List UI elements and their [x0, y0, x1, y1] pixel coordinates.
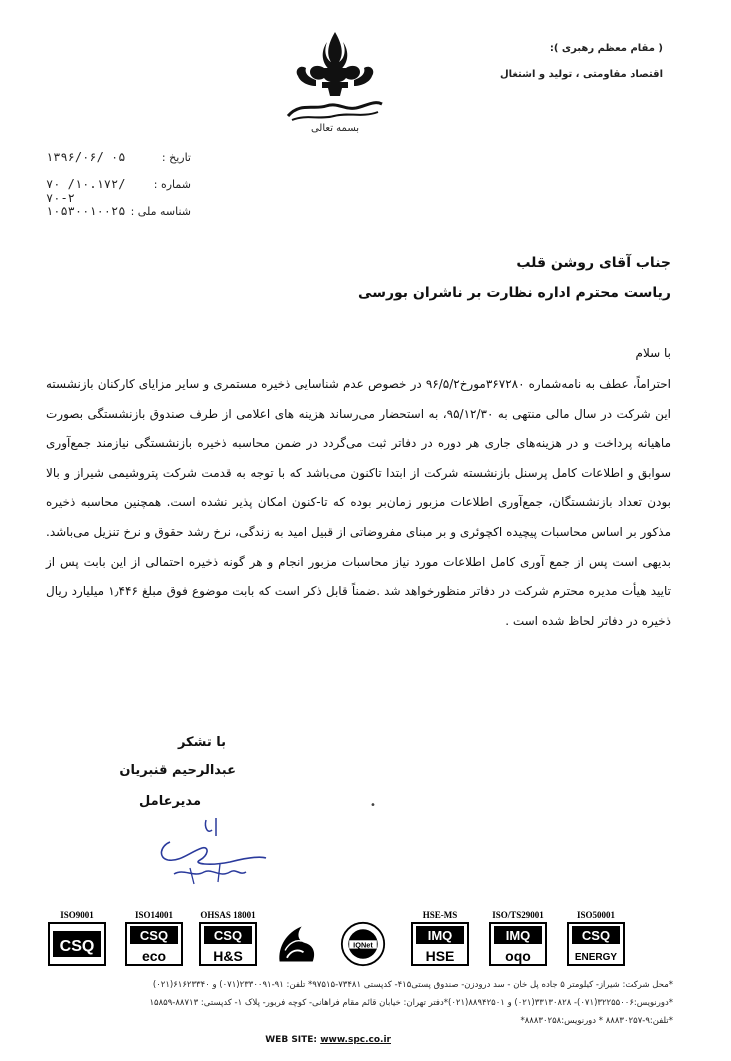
csq-energy-logo-icon: [566, 921, 626, 967]
svg-text:HSE: HSE: [425, 948, 455, 964]
footer-address-line-1: *محل شرکت: شیراز- کیلومتر ۵ جاده پل خان - سد درودزن- صندوق پستی۴۱۵- کدپستی ۷۳۴۸۱-۹۷۵۱۵* تلفن: ۹۱-۲۳۳۰۰۹۱(۰۷۱) و ۶۱۶۲۳۳۴۰(۰۲۱): [152, 980, 673, 990]
national-id-label: شناسه ملی :: [130, 205, 191, 218]
website-link[interactable]: www.spc.co.ir: [320, 1035, 391, 1045]
addressee-name: جناب آقای روشن قلب: [516, 255, 671, 271]
ink-mark: •: [370, 800, 376, 811]
svg-text:ENERGY: ENERGY: [574, 952, 618, 963]
slogan: [463, 36, 663, 88]
date-value: ۱۳۹۶/۰۶/ ۰۵: [46, 150, 126, 164]
cert-caption: ISO/TS29001: [492, 910, 544, 920]
svg-text:H&S: H&S: [213, 948, 243, 964]
signer-title: مدیرعامل: [139, 794, 201, 809]
cert-iso50001: [566, 910, 626, 971]
footer-website: [265, 1035, 391, 1045]
svg-text:eco: eco: [141, 948, 167, 964]
cert-iso9001: [47, 910, 107, 971]
cert-caption: HSE-MS: [422, 910, 458, 920]
website-label: WEB SITE:: [265, 1035, 318, 1045]
cert-iso-ts29001: [488, 910, 548, 971]
cert-ohsas18001: [198, 910, 258, 971]
flame-logo-icon: [270, 30, 400, 125]
svg-text:CSQ: CSQ: [213, 928, 243, 943]
svg-text:CSQ: CSQ: [59, 938, 95, 955]
national-id-value: ۱۰۵۳۰۰۱۰۰۲۵: [46, 204, 126, 218]
handwritten-signature: [150, 812, 270, 892]
cert-caption: [330, 910, 396, 921]
closing-thanks: با تشکر: [177, 735, 226, 750]
addressee-title: ریاست محترم اداره نظارت بر ناشران بورسی: [358, 285, 671, 301]
bird-emblem-icon: [268, 921, 328, 967]
svg-text:IMQ: IMQ: [505, 928, 531, 943]
cert-caption: ISO9001: [60, 910, 94, 920]
imq-hse-logo-icon: [410, 921, 470, 967]
csq-eco-logo-icon: [124, 921, 184, 967]
cert-hse-ms: [410, 910, 470, 971]
date-label: تاریخ :: [161, 151, 191, 164]
cert-iso14001: [124, 910, 184, 971]
cert-bird-emblem: [268, 910, 328, 971]
signer-name: عبدالرحیم قنبریان: [119, 763, 236, 778]
footer-address-line-2: *دورنویس:۳۲۲۵۵۰۰۶(۰۷۱)- ۳۳۱۳۰۸۲۸(۰۲۱) و ۸۸۹۴۲۵۰۱(۰۲۱)*دفتر تهران: خیابان قائم مقام فراهانی- کوچه فربور- پلاک ۱- کدپستی: ۸۸۷۱۳-۱۵۸۵۹: [149, 998, 673, 1008]
slogan-line-1: ( مقام معظم رهبری ):: [549, 43, 663, 54]
number-label: شماره :: [153, 178, 191, 191]
iqnet-seal-icon: [330, 921, 396, 967]
footer-phone-line: *تلفن:۹-۸۸۸۳۰۲۵۷ * دورنویس:۸۸۸۳۰۲۵۸*: [520, 1016, 673, 1026]
csq-logo-icon: [47, 921, 107, 967]
imq-oqo-logo-icon: [488, 921, 548, 967]
svg-text:CSQ: CSQ: [581, 928, 611, 943]
number-value: ۷۰ /۱۰.۱۷۲/ ۷۰-۲: [46, 177, 126, 205]
csq-hs-logo-icon: [198, 921, 258, 967]
cert-caption: ISO50001: [576, 910, 615, 920]
letter-body: احتراماً، عطف به نامه‌شماره ۳۶۷۲۸۰مورخ۹۶/۵/۲ در خصوص عدم شناسایی ذخیره مستمری و سایر مزایای کارکنان بازنشسته این شرکت در سال مالی منتهی به ۹۵/۱۲/۳۰، به استحضار می‌رساند هزینه های اعلامی از طرف صندوق بازنشستگی بصورت ماهیانه پرداخت و در هزینه‌های جاری هر دوره در دفاتر ثبت می‌گردد در ضمن محاسبه ذخیره بازنشستگی نیازمند جمع‌آوری سوابق و اطلاعات کامل پرسنل بازنشسته شرکت از ابتدا تاکنون می‌باشد که با توجه به قدمت شرکت پتروشیمی شیراز و بالا بودن تعداد بازنشستگان، جمع‌آوری اطلاعات مزبور زمان‌بر بوده که تا-کنون امکان پذیر نشده است. همچنین محاسبه ذخیره مذکور بر اساس محاسبات پیچیده اکچوئری و بر مبنای مفروضاتی از قبیل امید به زندگی، نرخ رشد حقوق و نرخ تنزیل می‌باشد. بدیهی است پس از جمع آوری کامل اطلاعات مورد نیاز محاسبات مزبور انجام و هر گونه ذخیره احتمالی از این بابت پس از تایید هیأت مدیره محترم شرکت در دفاتر منظورخواهد شد .ضمناً قابل ذکر است که بابت موضوع فوق مبلغ ۱٫۴۴۶ میلیارد ریال ذخیره در دفاتر لحاظ شده است .: [46, 377, 672, 628]
svg-text:CSQ: CSQ: [139, 928, 169, 943]
slogan-line-2: اقتصاد مقاومتی ، تولید و اشتغال: [499, 69, 663, 80]
greeting: با سلام: [635, 346, 671, 360]
svg-text:IQNet: IQNet: [353, 940, 373, 950]
svg-text:IMQ: IMQ: [427, 928, 453, 943]
cert-iqnet: [330, 910, 396, 971]
cert-caption: ISO14001: [134, 910, 173, 920]
svg-text:oqo: oqo: [505, 948, 531, 964]
bismillah: بسمه تعالی: [310, 123, 360, 134]
cert-caption: [268, 910, 328, 921]
cert-caption: OHSAS 18001: [200, 910, 256, 920]
